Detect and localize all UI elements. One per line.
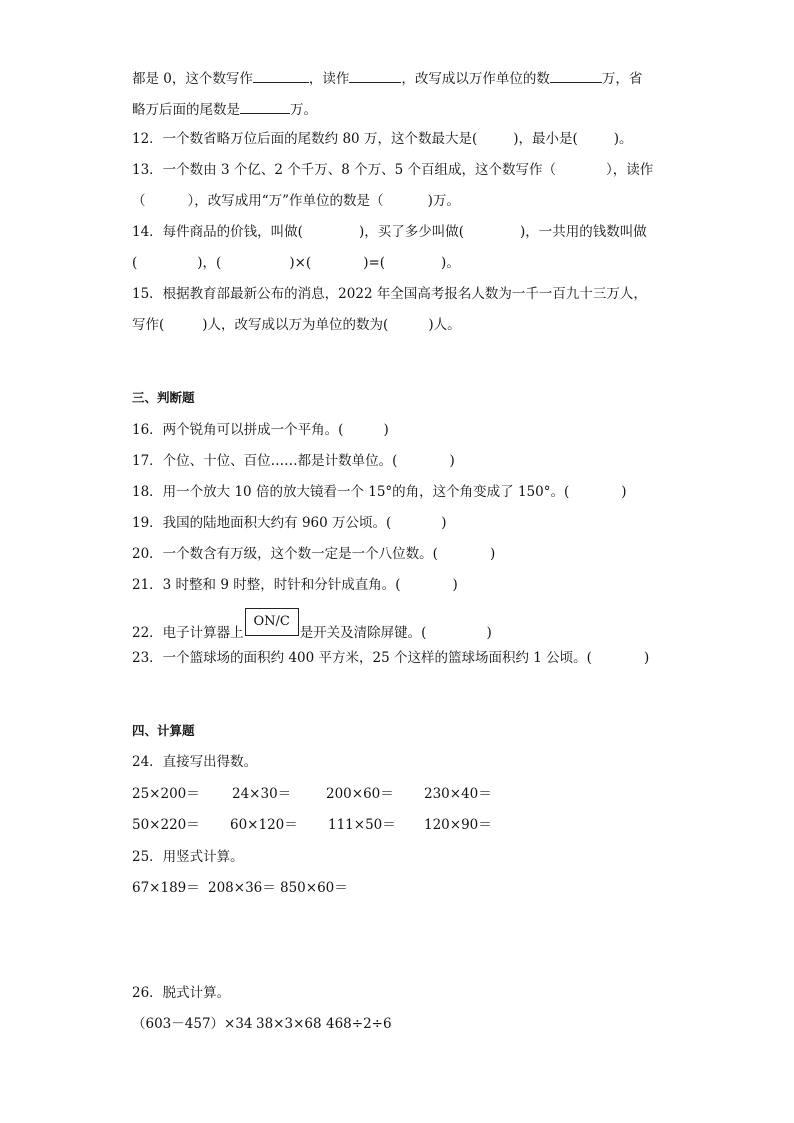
- question-14-line1: 14．每件商品的价钱，叫做( )，买了多少叫做( )，一共用的钱数叫做: [132, 224, 647, 240]
- q11-line1: 都是 0，这个数写作 ，读作 ，改写成以万作单位的数 万，省: [132, 67, 642, 89]
- calc-item: 208×36＝: [208, 880, 276, 896]
- question-20: 20．一个数含有万级，这个数一定是一个八位数。( ): [132, 546, 496, 562]
- calc-item: 850×60＝: [280, 880, 348, 896]
- answer-blank[interactable]: [349, 67, 401, 83]
- question-18: 18．用一个放大 10 倍的放大镜看一个 15°的角，这个角变成了 150°。( ): [132, 484, 627, 500]
- question-14-line2: ( )，( )×( )=( )。: [132, 255, 460, 271]
- question-12: 12．一个数省略万位后面的尾数约 80 万，这个数最大是( )，最小是( )。: [132, 131, 633, 147]
- calc-item: 60×120＝: [230, 817, 298, 833]
- calc-item: 111×50＝: [328, 817, 396, 833]
- section-heading-calculation: 四、计算题: [132, 723, 195, 738]
- calc-item: 38×3×68: [256, 1016, 322, 1032]
- calc-item: 24×30＝: [232, 786, 292, 802]
- question-25-items: [132, 878, 348, 898]
- calc-item: 120×90＝: [424, 817, 492, 833]
- calc-item: 200×60＝: [326, 786, 394, 802]
- calc-item: 50×220＝: [132, 817, 200, 833]
- question-19: 19．我国的陆地面积大约有 960 万公顷。( ): [132, 515, 447, 531]
- calc-item: 67×189＝: [132, 880, 200, 896]
- question-21: 21．3 时整和 9 时整，时针和分针成直角。( ): [132, 577, 458, 593]
- question-15-line2: 写作( )人，改写成以万为单位的数为( )人。: [132, 317, 461, 333]
- question-17: 17．个位、十位、百位……都是计数单位。( ): [132, 453, 455, 469]
- on-c-key: ON/C: [245, 608, 299, 636]
- calc-item: 230×40＝: [424, 786, 492, 802]
- q11-line2: 略万后面的尾数是 万。: [132, 98, 317, 120]
- question-23: 23．一个篮球场的面积约 400 平方米，25 个这样的篮球场面积约 1 公顷。( ): [132, 650, 650, 666]
- answer-blank[interactable]: [550, 67, 602, 83]
- question-24-title: 24．直接写出得数。: [132, 754, 258, 770]
- question-24-row1: [132, 784, 514, 804]
- question-25-title: 25．用竖式计算。: [132, 849, 244, 865]
- section-heading-judgment: 三、判断题: [132, 390, 195, 405]
- calc-item: 25×200＝: [132, 786, 200, 802]
- answer-blank[interactable]: [240, 98, 290, 114]
- question-22: 22．电子计算器上ON/C是开关及清除屏键。( ): [132, 620, 492, 648]
- question-16: 16．两个锐角可以拼成一个平角。( ): [132, 422, 389, 438]
- question-13-line2: （ ），改写成用“万”作单位的数是（ )万。: [132, 193, 460, 209]
- question-26-title: 26．脱式计算。: [132, 985, 231, 1001]
- question-13-line1: 13．一个数由 3 个亿、2 个千万、8 个万、5 个百组成，这个数写作（ ），读作: [132, 162, 654, 178]
- question-24-row2: [132, 815, 514, 835]
- answer-blank[interactable]: [253, 67, 309, 83]
- question-15-line1: 15．根据教育部最新公布的消息，2022 年全国高考报名人数为一千一百九十三万人，: [132, 286, 647, 302]
- calc-item: （603－457）×34: [132, 1016, 253, 1032]
- question-26-items: [132, 1014, 392, 1034]
- calc-item: 468÷2÷6: [326, 1016, 392, 1032]
